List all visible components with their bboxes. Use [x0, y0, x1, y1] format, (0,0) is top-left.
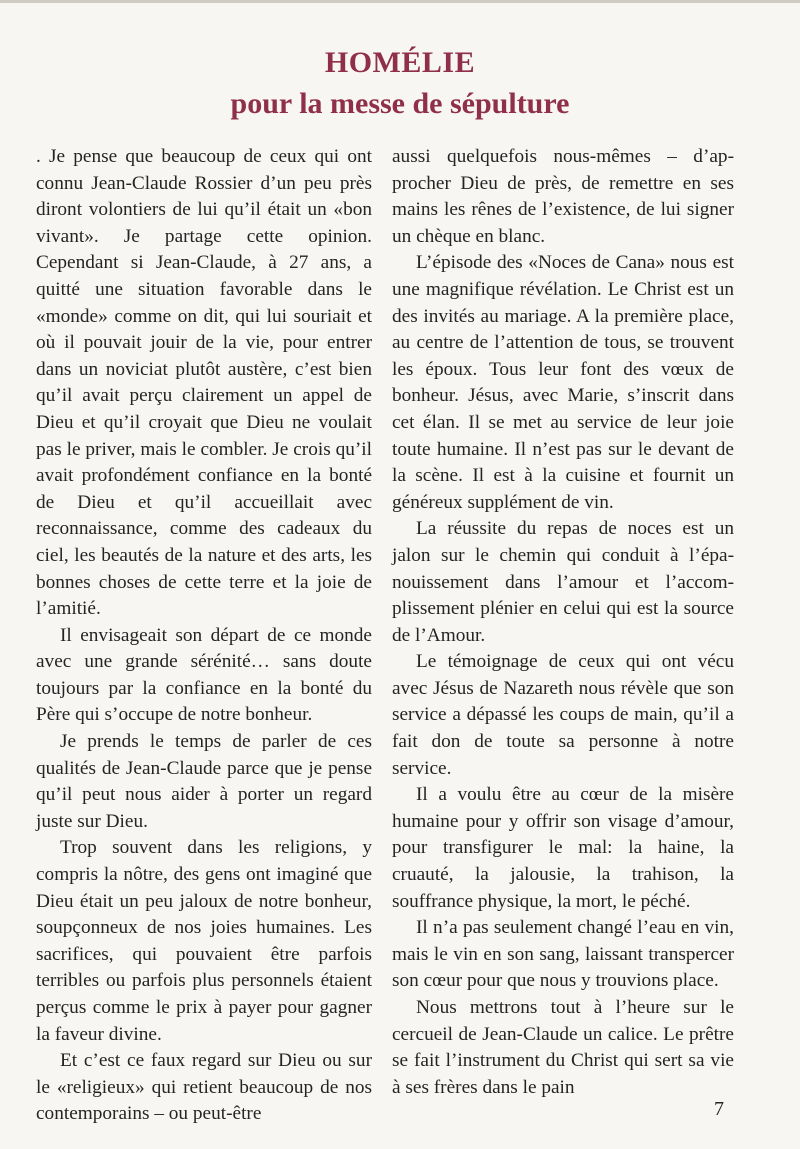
right-column	[392, 144, 734, 1101]
page-subtitle: pour la messe de sépulture	[230, 87, 570, 120]
paragraph: aussi quelquefois nous-mêmes – d’approcher Dieu de près, de remettre en ses mains les rênes de l’existence, de lui signer un chèque en blanc.	[392, 146, 734, 247]
paragraph: Trop souvent dans les religions, y compris la nôtre, des gens ont imaginé que Dieu était un peu jaloux de notre bonheur, soupçonneux de nos joies humaines. Les sacrifices, qui pouvaient être parfois terribles ou parfois plus personnels étaient perçus comme le prix à payer pour gagner la faveur divine.	[36, 837, 372, 1045]
paragraph: Nous mettrons tout à l’heure sur le cercueil de Jean-Claude un calice. Le prêtre se fait l’instrument du Christ qui sert sa vie à ses frères dans le pain	[392, 997, 734, 1098]
paragraph: La réussite du repas de noces est un jalon sur le chemin qui conduit à l’épanouissement dans l’amour et l’accomplissement plénier en celui qui est la source de l’Amour.	[392, 518, 734, 646]
paragraph: Il a voulu être au cœur de la misère humaine pour y offrir son visage d’amour, pour transfigurer le mal: la haine, la cruauté, la jalousie, la trahison, la souffrance physique, la mort, le péché.	[392, 784, 734, 912]
page-number: 7	[714, 1098, 724, 1120]
paragraph: Je prends le temps de parler de ces qualités de Jean-Claude parce que je pense qu’il peut nous aider à porter un regard juste sur Dieu.	[36, 731, 372, 832]
page-top-edge	[0, 0, 800, 3]
paragraph: L’épisode des «Noces de Cana» nous est une magnifique révélation. Le Christ est un des invités au mariage. A la première place, au centre de l’attention de tous, se trouvent les époux. Tous leur font des vœux de bonheur. Jésus, avec Marie, s’inscrit dans cet élan. Il se met au service de leur joie toute humaine. Il n’est pas sur le devant de la scène. Il est à la cuisine et fournit un généreux supplément de vin.	[392, 252, 734, 513]
paragraph: Et c’est ce faux regard sur Dieu ou sur le «religieux» qui retient beaucoup de nos contemporains – ou peut-être	[36, 1050, 372, 1125]
paragraph: Il envisageait son départ de ce monde avec une grande sérénité… sans doute toujours par la confiance en la bonté du Père qui s’occupe de notre bonheur.	[36, 624, 372, 726]
paragraph: . Je pense que beaucoup de ceux qui ont connu Jean-Claude Rossier d’un peu près diront volontiers de lui qu’il était un «bon vivant». Je partage cette opinion. Cependant si Jean-Claude, à 27 ans, a quitté une situation favorable dans le «monde» comme on dit, qui lui souriait et où il pouvait jouir de la vie, pour entrer dans un noviciat plutôt austère, c’est bien qu’il avait perçu clairement un appel de Dieu et qu’il croyait que Dieu ne voulait pas le priver, mais le combler. Je crois qu’il avait profondément confiance en la bonté de Dieu et qu’il accueillait avec reconnaissance, comme des cadeaux du ciel, les beautés de la nature et des arts, les bonnes choses de cette terre et la joie de l’amitié.	[36, 146, 372, 620]
page-title: HOMÉLIE	[324, 46, 476, 79]
paragraph: Le témoignage de ceux qui ont vécu avec Jésus de Nazareth nous révèle que son service a dépassé les coups de main, qu’il a fait don de toute sa personne à notre service.	[392, 651, 734, 779]
left-column	[36, 144, 372, 1128]
paragraph: Il n’a pas seulement changé l’eau en vin, mais le vin en son sang, laissant transpercer son cœur pour que nous y trouvions place.	[392, 917, 734, 992]
